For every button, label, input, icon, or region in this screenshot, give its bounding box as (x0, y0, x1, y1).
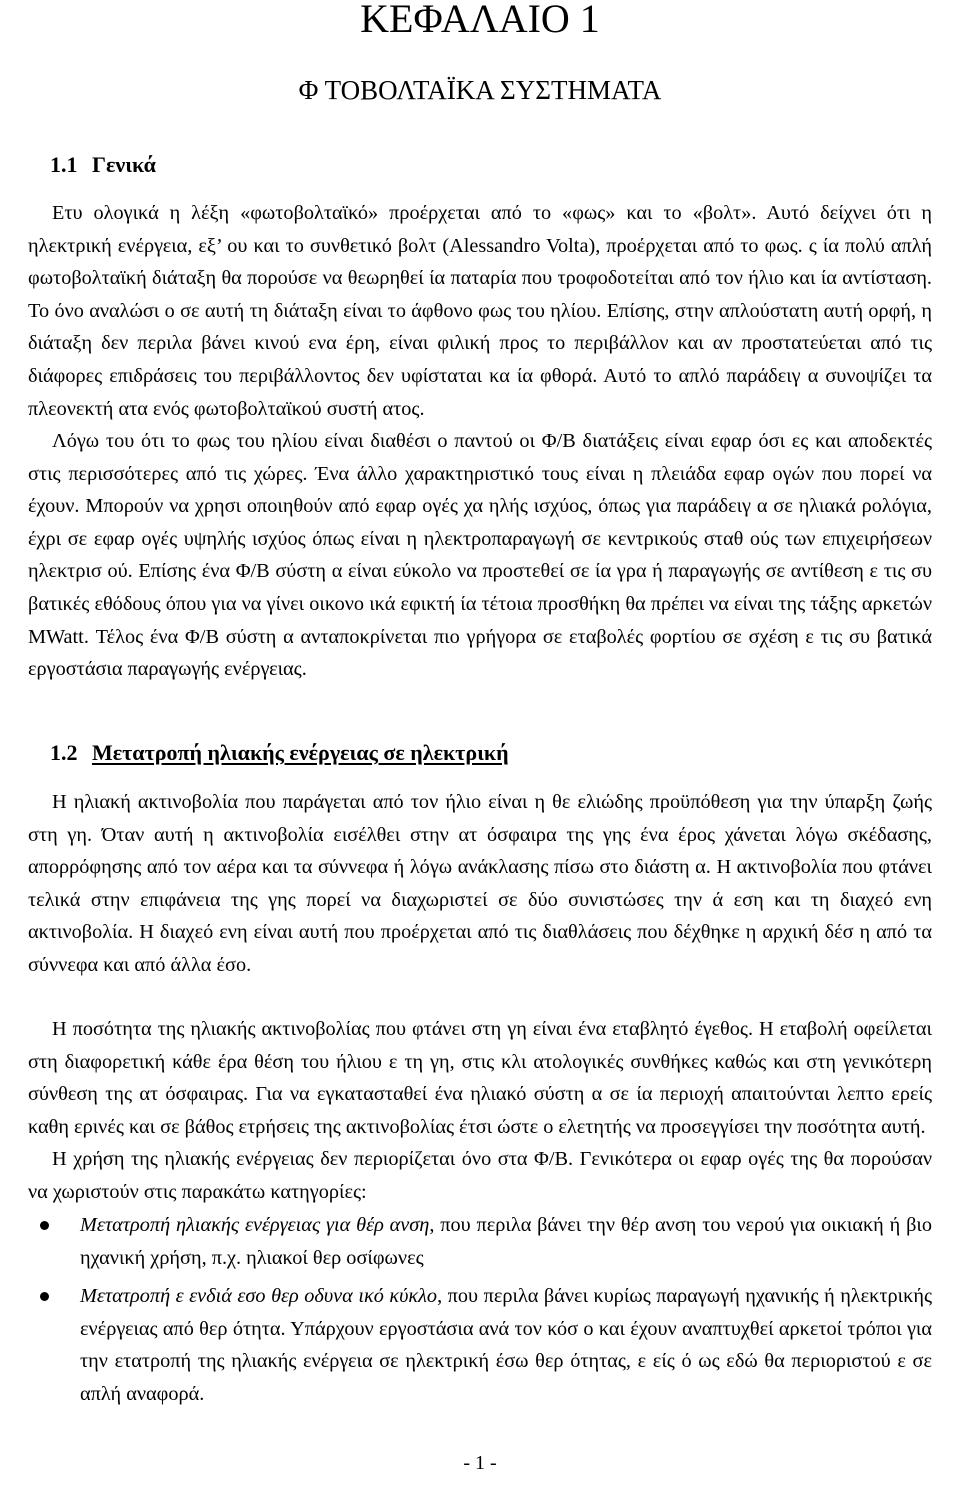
paragraph: Λόγω του ότι το φως του ηλίου είναι διαθέσι ο παντού οι Φ/Β διατάξεις είναι εφαρ όσι ες και αποδεκτές στις περισσότερες από τις χώρες. Ένα άλλο χαρακτηριστικό τους είναι η πλειάδα εφαρ ογών που πορεί να έχουν. Μπορούν να χρησι οποιηθούν από εφαρ ογές χα ηλής ισχύος, όπως για παράδειγ α σε ηλιακά ρολόγια, έχρι σε εφαρ ογές υψηλής ισχύος όπως είναι η ηλεκτροπαραγωγή σε κεντρικούς σταθ ούς των επιχειρήσεων ηλεκτρισ ού. Επίσης ένα Φ/Β σύστη α είναι εύκολο να προστεθεί σε ία γρα ή παραγωγής σε αντίθεση ε τις συ βατικές εθόδους όπου για να γίνει οικονο ικά εφικτή ία τέτοια προσθήκη θα πρέπει να είναι της τάξης αρκετών MWatt. Τέλος ένα Φ/Β σύστη α ανταποκρίνεται πιο γρήγορα σε εταβολές φορτίου σε σχέση ε τις συ βατικά εργοστάσια παραγωγής ενέργειας. (28, 430, 932, 681)
section-title: Γενικά (92, 152, 156, 177)
section-number: 1.2 (50, 740, 78, 765)
list-item (28, 1280, 932, 1410)
chapter-title: ΚΕΦΑΛΑΙΟ 1 (360, 0, 600, 41)
page-number: - 1 - (463, 1452, 497, 1474)
list-item (28, 1209, 932, 1274)
paragraph: Η ποσότητα της ηλιακής ακτινοβολίας που φτάνει στη γη είναι ένα εταβλητό έγεθος. Η εταβολή οφείλεται στη διαφορετική κάθε έρα θέση του ήλιου ε τη γη, στις κλι ατολογικές συνθήκες καθώς και στη γενικότερη σύνθεση της ατ όσφαιρας. Για να εγκατασταθεί ένα ηλιακό σύστη α σε ία περιοχή απαιτούνται λεπτο ερείς καθη ερινές και σε βάθος ετρήσεις της ακτινοβολίας έτσι ώστε ο ελετητής να προσεγγίσει την ποσότητα αυτή. (28, 1018, 932, 1138)
bullet-text: , που περιλα βάνει την θέρ ανση του νερού για οικιακή ή βιο ηχανική χρήση, π.χ. ηλιακοί θερ οσίφωνες (80, 1214, 932, 1269)
section-title: Μετατροπή ηλιακής ενέργειας σε ηλεκτρική (92, 740, 509, 765)
bullet-term: Μετατροπή ηλιακής ενέργειας για θέρ ανση (80, 1214, 430, 1236)
paragraph: Ετυ ολογικά η λέξη «φωτοβολταϊκό» προέρχεται από το «φως» και το «βολτ». Αυτό δείχνει ότι η ηλεκτρική ενέργεια, εξ’ ου και το συνθετικό βολτ (Alessandro Volta), προέρχεται από το φως. ς ία πολύ απλή φωτοβολταϊκή διάταξη θα πορούσε να θεωρηθεί ία παταρία που τροφοδοτείται από τον ήλιο και ία αντίσταση. Το όνο αναλώσι ο σε αυτή τη διάταξη είναι το άφθονο φως του ηλίου. Επίσης, στην απλούστατη αυτή ορφή, η διάταξη δεν περιλα βάνει κινού ενα έρη, είναι φιλική προς το περιβάλλον και αν προστατεύεται από τις διάφορες επιδράσεις του περιβάλλοντος δεν υφίσταται κα ία φθορά. Αυτό το απλό παράδειγ α συνοψίζει τα πλεονεκτή ατα ενός φωτοβολταϊκού συστή ατος. (28, 202, 932, 420)
bullet-list (28, 1209, 932, 1411)
paragraph: Η χρήση της ηλιακής ενέργειας δεν περιορίζεται όνο στα Φ/Β. Γενικότερα οι εφαρ ογές της θα πορούσαν να χωριστούν στις παρακάτω κατηγορίες: (28, 1148, 932, 1203)
bullet-icon (40, 1292, 49, 1301)
paragraph: Η ηλιακή ακτινοβολία που παράγεται από τον ήλιο είναι η θε ελιώδης προϋπόθεση για την ύπαρξη ζωής στη γη. Όταν αυτή η ακτινοβολία εισέλθει στην ατ όσφαιρα της γης ένα έρος χάνεται λόγω σκέδασης, απορρόφησης από τον αέρα και τα σύννεφα ή λόγω ανάκλασης πίσω στο διάστη α. Η ακτινοβολία που φτάνει τελικά στην επιφάνεια της γης πορεί να διαχωριστεί σε δύο συνιστώσες την ά εση και τη διαχεό ενη ακτινοβολία. Η διαχεό ενη είναι αυτή που προέρχεται από τις διαθλάσεις που δέχθηκε η αρχική δέσ η από τα σύννεφα και από άλλα έσο. (28, 791, 932, 976)
chapter-subtitle: Φ ΤΟΒΟΛΤΑΪΚΑ ΣΥΣΤΗΜΑΤΑ (298, 75, 662, 105)
section-heading-general (50, 150, 156, 180)
section-heading-conversion (50, 738, 509, 768)
section-number: 1.1 (50, 152, 78, 177)
bullet-icon (40, 1221, 49, 1230)
bullet-text: , που περιλα βάνει κυρίως παραγωγή ηχανικής ή ηλεκτρικής ενέργειας από θερ ότητα. Υπάρχουν εργοστάσια ανά τον κόσ ο και έχουν αναπτυχθεί αρκετοί τρόποι για την ετατροπή της ηλιακής ενέργεια σε ηλεκτρική έσω θερ ότητας, ε είς ό ως εδώ θα περιοριστού ε σε απλή αναφορά. (80, 1285, 932, 1405)
bullet-term: Μετατροπή ε ενδιά εσο θερ οδυνα ικό κύκλο (80, 1285, 438, 1308)
